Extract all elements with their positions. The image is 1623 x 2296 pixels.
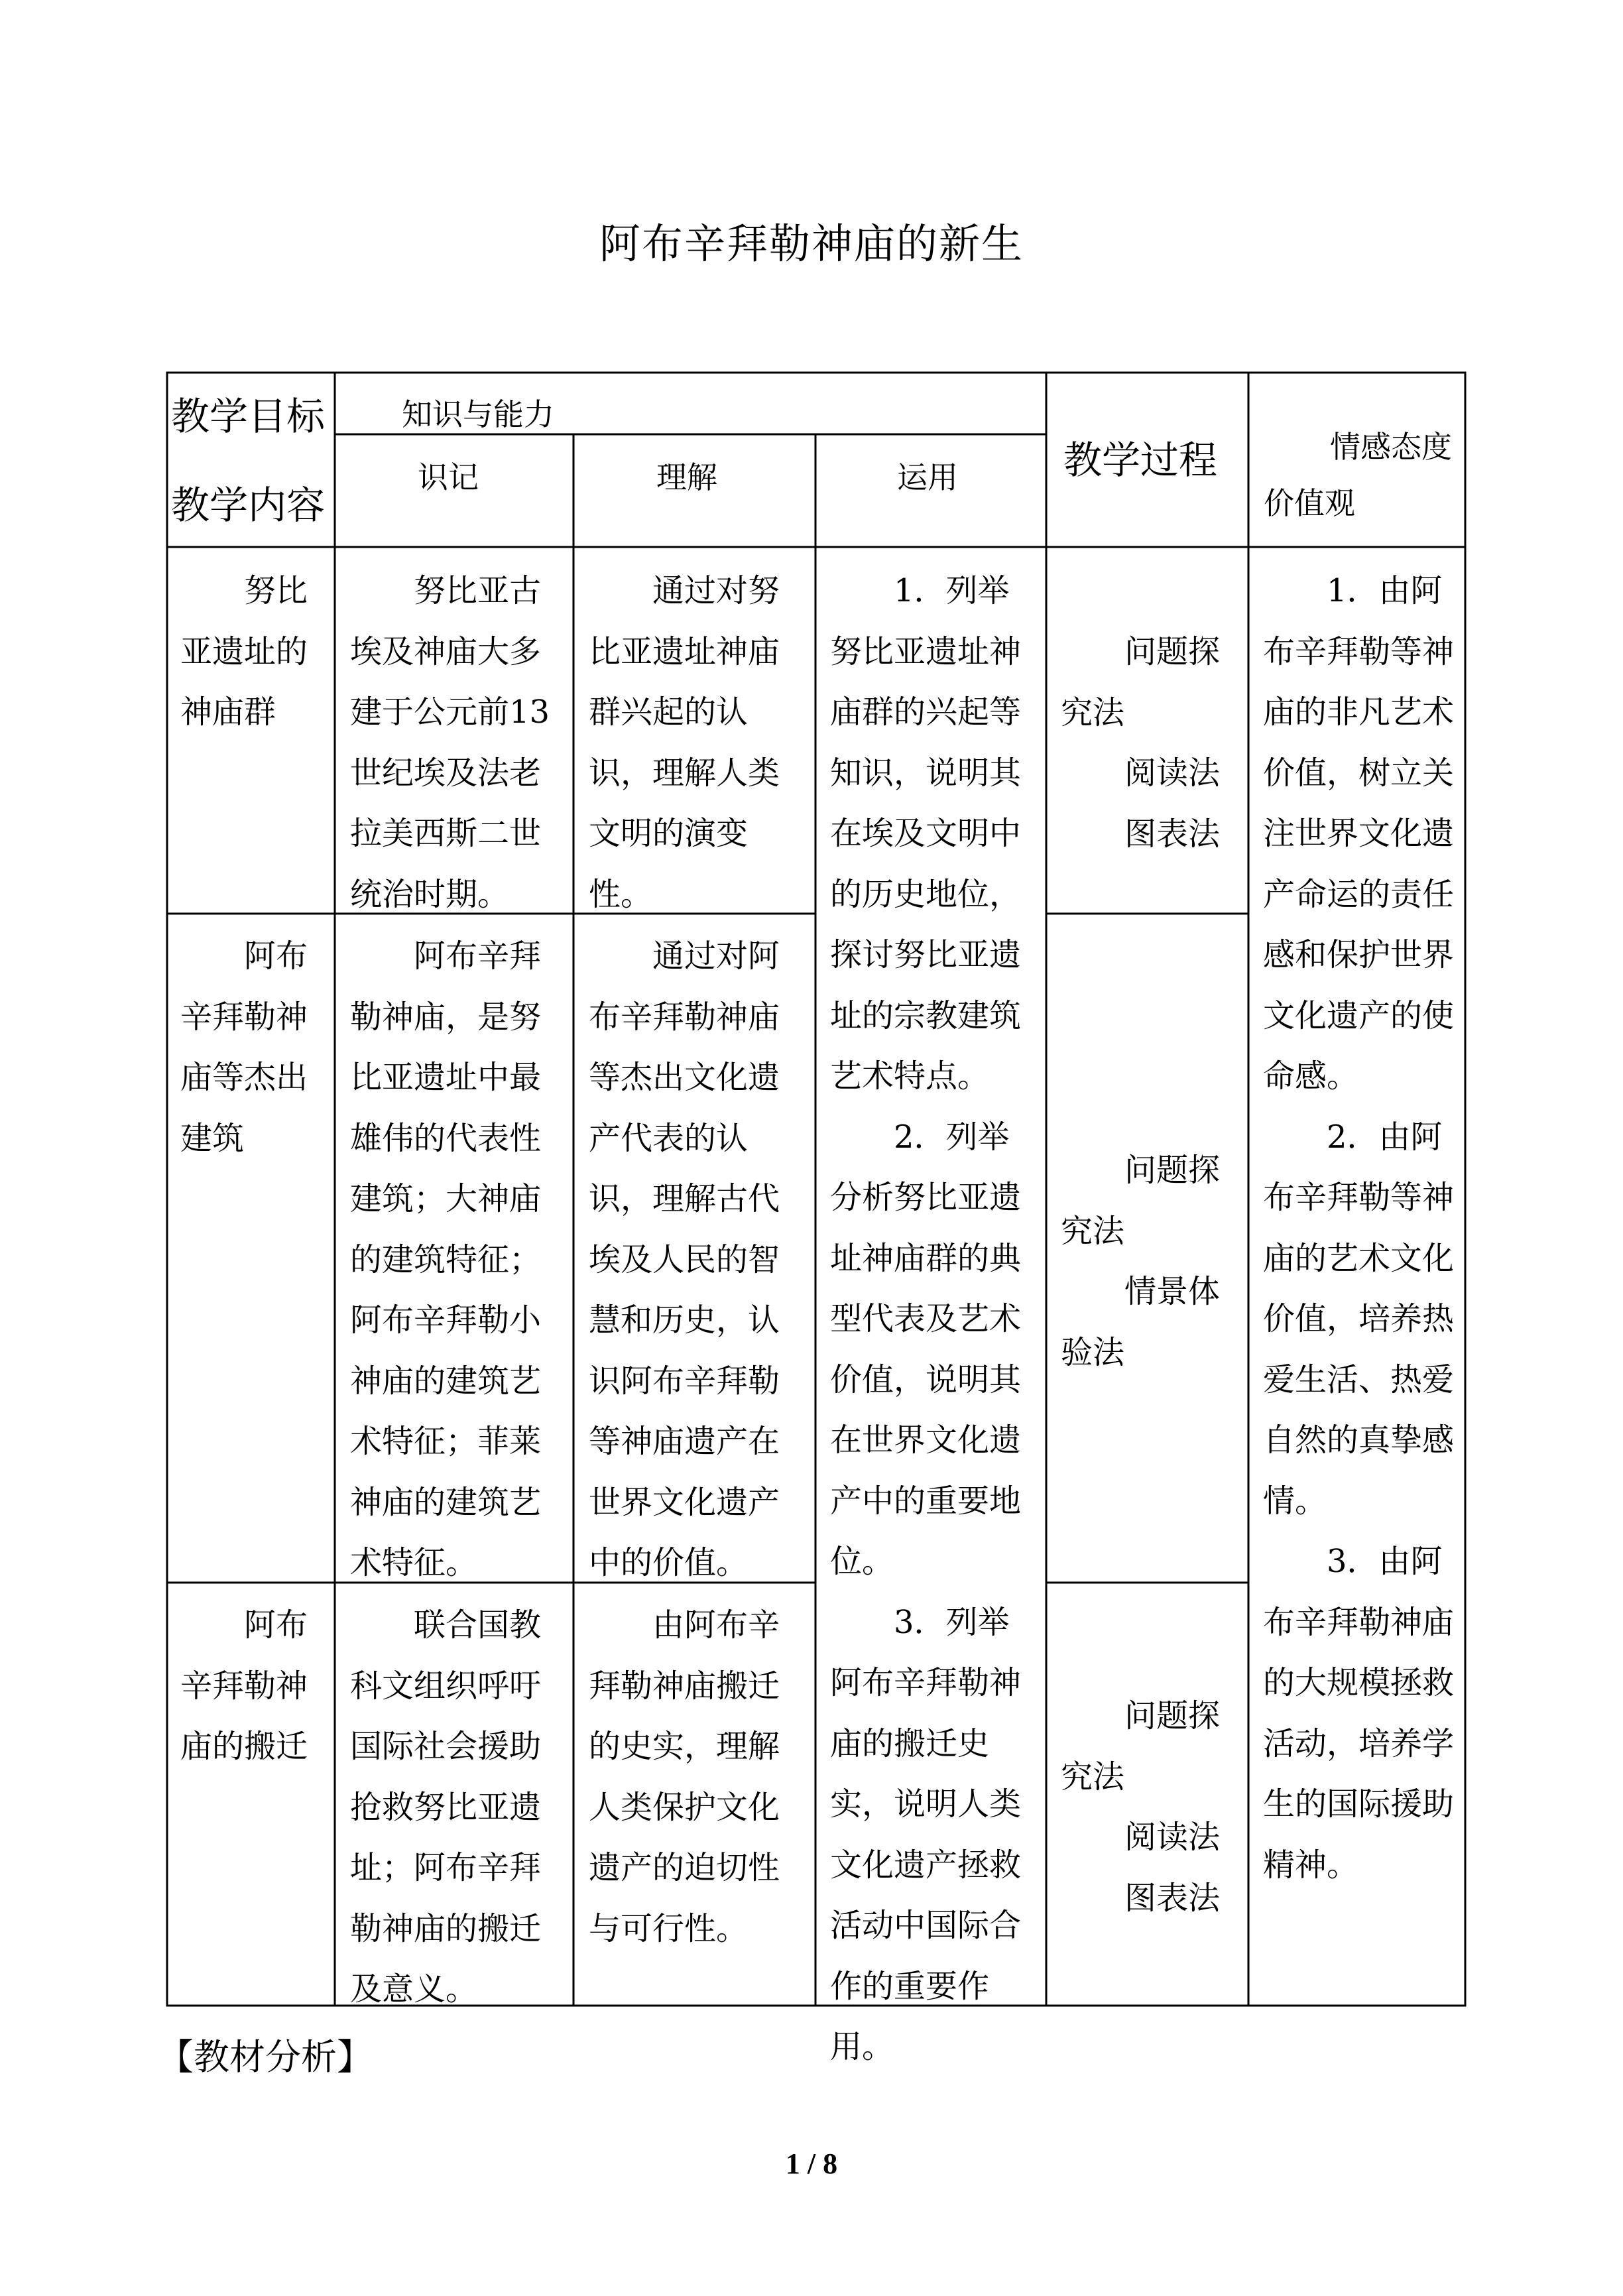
header-apply: 运用 xyxy=(897,459,958,495)
header-knowledge: 知识与能力 xyxy=(402,396,554,432)
section-heading: 【教材分析】 xyxy=(158,2036,373,2078)
emotion-cell xyxy=(1263,561,1459,1896)
header-emotion: 情感态度价值观 xyxy=(1264,429,1452,521)
recall-cell-3: 联合国教科文组织呼吁国际社会援助抢救努比亚遗址；阿布辛拜勒神庙的搬迁及意义。 xyxy=(350,1606,542,2008)
process-cell-2 xyxy=(1061,1140,1246,1383)
page-number: 1 / 8 xyxy=(785,2147,838,2180)
content-cell-1: 努比亚遗址的神庙群 xyxy=(180,572,308,731)
content-cell-3: 阿布辛拜勒神庙的搬迁 xyxy=(180,1606,308,1765)
header-process: 教学过程 xyxy=(1063,438,1218,483)
recall-cell-1: 努比亚古埃及神庙大多建于公元前13世纪埃及法老拉美西斯二世统治时期。 xyxy=(350,572,550,913)
content-cell-2: 阿布辛拜勒神庙等杰出建筑 xyxy=(180,937,308,1157)
understand-cell-3: 由阿布辛拜勒神庙搬迁的史实，理解人类保护文化遗产的迫切性与可行性。 xyxy=(589,1606,780,1947)
method-item: 情景体验法 xyxy=(1061,1273,1221,1371)
apply-paragraph-3: 3．列举阿布辛拜勒神庙的搬迁史实，说明人类文化遗产拯救活动中国际合作的重要作用。 xyxy=(830,1603,1022,2065)
understand-cell-1: 通过对努比亚遗址神庙群兴起的认识，理解人类文明的演变性。 xyxy=(589,572,780,913)
method-item: 问题探究法 xyxy=(1061,1697,1221,1795)
apply-cell xyxy=(830,561,1036,2078)
header-goal: 教学目标 xyxy=(171,394,326,439)
method-item: 阅读法 xyxy=(1124,755,1221,792)
method-item: 问题探究法 xyxy=(1061,1152,1221,1250)
emotion-paragraph-1: 1．由阿布辛拜勒等神庙的非凡艺术价值，树立关注世界文化遗产命运的责任感和保护世界文化遗产的使命感。 xyxy=(1263,572,1455,1095)
method-item: 图表法 xyxy=(1124,815,1221,853)
emotion-paragraph-3: 3．由阿布辛拜勒神庙的大规模拯救活动，培养学生的国际援助精神。 xyxy=(1263,1543,1455,1884)
header-content: 教学内容 xyxy=(171,483,326,528)
page-title: 阿布辛拜勒神庙的新生 xyxy=(599,219,1024,268)
method-item: 问题探究法 xyxy=(1061,633,1221,731)
process-cell-3 xyxy=(1061,1686,1246,1929)
apply-paragraph-1: 1．列举努比亚遗址神庙群的兴起等知识，说明其在埃及文明中的历史地位，探讨努比亚遗址的宗教建筑艺术特点。 xyxy=(830,572,1022,1095)
header-recall: 识记 xyxy=(418,459,479,495)
apply-paragraph-2: 2．列举分析努比亚遗址神庙群的典型代表及艺术价值，说明其在世界文化遗产中的重要地位。 xyxy=(830,1118,1022,1580)
recall-cell-2: 阿布辛拜勒神庙，是努比亚遗址中最雄伟的代表性建筑；大神庙的建筑特征；阿布辛拜勒小神庙的建筑艺术特征；菲莱神庙的建筑艺术特征。 xyxy=(350,937,542,1581)
understand-cell-2: 通过对阿布辛拜勒神庙等杰出文化遗产代表的认识，理解古代埃及人民的智慧和历史，认识阿布辛拜勒等神庙遗产在世界文化遗产中的价值。 xyxy=(589,937,780,1581)
process-cell-1 xyxy=(1061,622,1246,865)
method-item: 图表法 xyxy=(1124,1879,1221,1917)
method-item: 阅读法 xyxy=(1124,1819,1221,1856)
emotion-paragraph-2: 2．由阿布辛拜勒等神庙的艺术文化价值，培养热爱生活、热爱自然的真挚感情。 xyxy=(1263,1118,1455,1520)
header-understand: 理解 xyxy=(656,459,717,495)
